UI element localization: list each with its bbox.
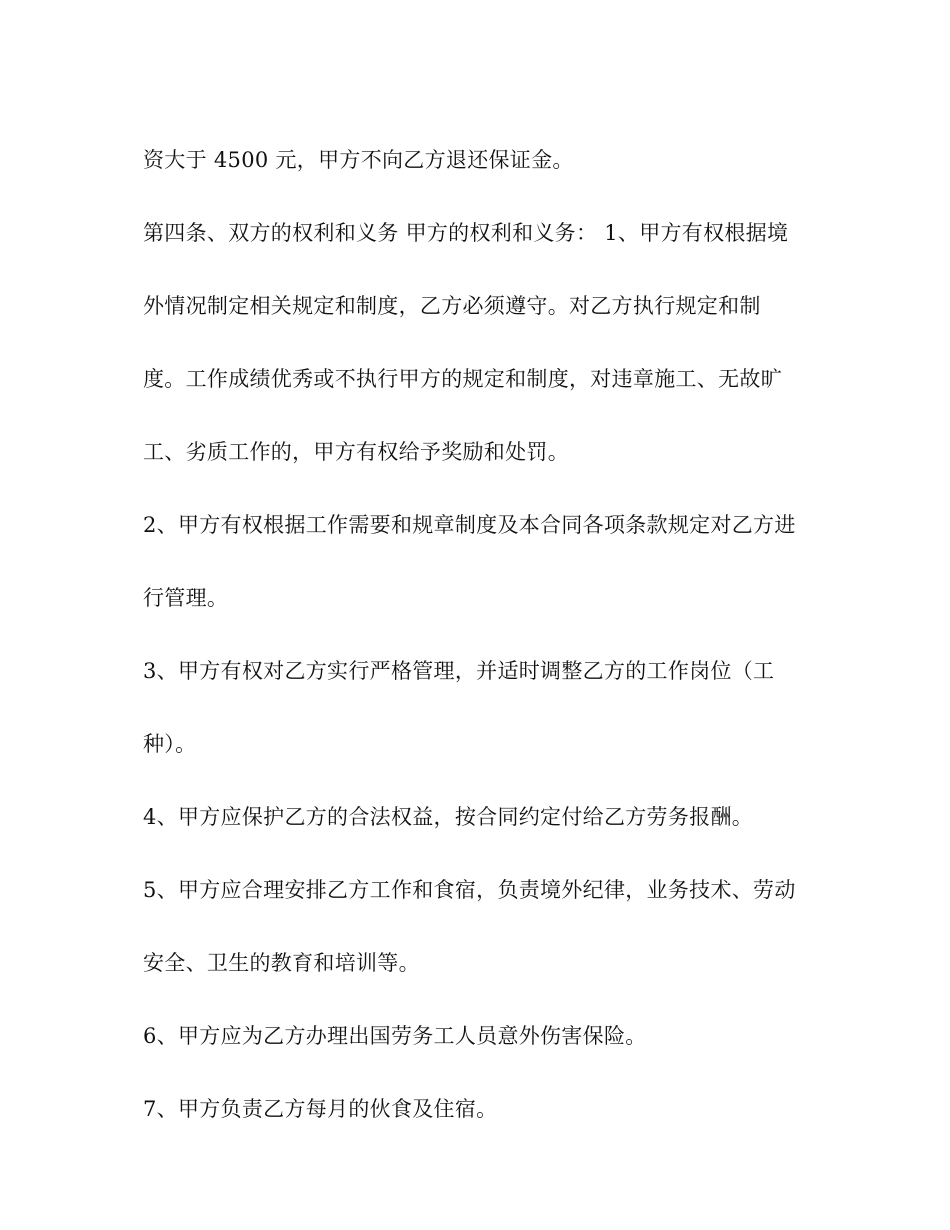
contract-text <box>143 124 813 1146</box>
text-line: 行管理。 <box>143 586 229 610</box>
text-line: 安全、卫生的教育和培训等。 <box>143 951 420 975</box>
text-line: 6、甲方应为乙方办理出国劳务工人员意外伤害保险。 <box>143 1024 647 1048</box>
text-line: 工、劣质工作的，甲方有权给予奖励和处罚。 <box>143 440 569 464</box>
text-line: 2、甲方有权根据工作需要和规章制度及本合同各项条款规定对乙方进 <box>143 513 796 537</box>
text-line: 外情况制定相关规定和制度，乙方必须遵守。对乙方执行规定和制 <box>143 294 761 318</box>
text-line: 5、甲方应合理安排乙方工作和食宿，负责境外纪律，业务技术、劳动 <box>143 878 796 902</box>
text-line: 3、甲方有权对乙方实行严格管理，并适时调整乙方的工作岗位（工 <box>143 659 775 683</box>
text-line: 第四条、双方的权利和义务 甲方的权利和义务： 1、甲方有权根据境 <box>143 221 789 245</box>
text-line: 种）。 <box>143 732 197 756</box>
text-line: 度。工作成绩优秀或不执行甲方的规定和制度，对违章施工、无故旷 <box>143 367 782 391</box>
text-line: 资大于 4500 元，甲方不向乙方退还保证金。 <box>143 148 574 172</box>
text-line: 7、甲方负责乙方每月的伙食及住宿。 <box>143 1097 498 1121</box>
text-line: 4、甲方应保护乙方的合法权益，按合同约定付给乙方劳务报酬。 <box>143 805 754 829</box>
